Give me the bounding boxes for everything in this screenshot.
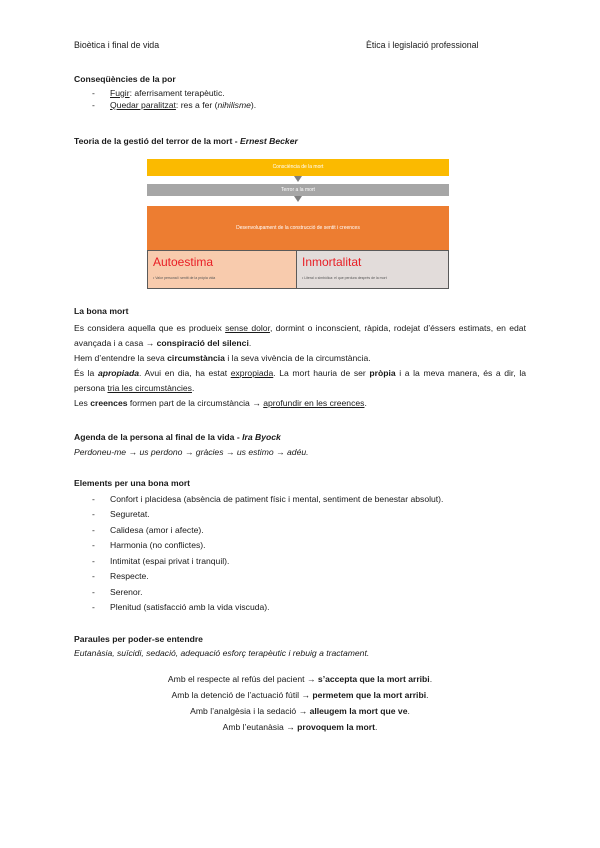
good-death-p1 bbox=[74, 321, 526, 351]
text: . bbox=[407, 706, 410, 716]
list-item: - Plenitud (satisfacció amb la vida viscuda). bbox=[92, 602, 270, 613]
self-esteem-title: Autoestima bbox=[153, 255, 214, 269]
text: Amb l’eutanàsia → bbox=[222, 722, 298, 732]
down-arrow-icon bbox=[294, 176, 302, 182]
diagram-immortality-box bbox=[297, 250, 449, 289]
becker-title: Teoria de la gestió del terror de la mort - bbox=[74, 136, 241, 146]
text: Les bbox=[74, 397, 91, 408]
consequences-section bbox=[74, 74, 526, 112]
good-death-section bbox=[74, 306, 526, 411]
agenda-title: Agenda de la persona al final de la vida - bbox=[74, 432, 243, 442]
text: Amb el respecte al refús del pacient → bbox=[167, 674, 318, 684]
down-arrow-icon bbox=[294, 196, 302, 202]
good-death-p3 bbox=[74, 366, 526, 396]
becker-section bbox=[74, 136, 526, 147]
statement-line bbox=[74, 719, 526, 735]
bold-text: provoquem la mort bbox=[297, 722, 375, 732]
text: . bbox=[248, 337, 252, 348]
becker-author: Ernest Becker bbox=[240, 136, 298, 146]
immortality-sub: • Literal o simbòlica: el que perdura després de la mort bbox=[302, 276, 387, 280]
list-item-text: Plenitud (satisfacció amb la vida viscuda). bbox=[110, 602, 270, 613]
agenda-author: Ira Byock bbox=[242, 432, 281, 442]
dash-bullet: - bbox=[92, 99, 95, 110]
text: formen part de la circumstància → bbox=[127, 397, 264, 408]
text: . La mort hauria de ser bbox=[273, 367, 370, 378]
text: És la bbox=[74, 367, 98, 378]
text: i a la meva manera, és a dir, la persona bbox=[74, 367, 527, 393]
text: . Avui en dia, ha estat bbox=[139, 367, 231, 378]
underlined-text: aprofundir en les creences bbox=[263, 397, 365, 408]
diagram-meaning-bar: Desenvolupament de la construcció de sentit i creences bbox=[147, 206, 449, 250]
good-death-p2 bbox=[74, 351, 526, 366]
list-item: - Serenor. bbox=[92, 586, 143, 597]
text: Hem d’entendre la seva bbox=[74, 352, 168, 363]
text: Es considera aquella que es produeix bbox=[74, 322, 226, 333]
agenda-line: Perdoneu-me → us perdono → gràcies → us estimo → adéu. bbox=[74, 446, 309, 457]
statement-line bbox=[74, 671, 526, 687]
term-paralitzat: Quedar paralitzat bbox=[110, 99, 176, 110]
list-item bbox=[74, 88, 526, 100]
underlined-text: tria les circumstàncies bbox=[107, 382, 192, 393]
text: . bbox=[374, 722, 378, 732]
list-item-text: Respecte. bbox=[110, 571, 149, 582]
words-title: Paraules per poder-se entendre bbox=[74, 634, 203, 644]
bold-text: s’accepta que la mort arribi bbox=[317, 674, 430, 684]
list-item-text: Seguretat. bbox=[110, 509, 150, 520]
text: . bbox=[364, 397, 367, 408]
statement-line bbox=[74, 703, 526, 719]
term-rest-end: ). bbox=[250, 99, 257, 110]
diagram-consciousness-bar: Consciència de la mort bbox=[147, 159, 449, 176]
diagram-self-esteem-box bbox=[147, 250, 297, 289]
statement-line bbox=[74, 687, 526, 703]
text: Amb la detenció de l’actuació fútil → bbox=[171, 690, 313, 700]
list-item-text: Harmonia (no conflictes). bbox=[110, 540, 206, 551]
centered-statements bbox=[74, 671, 526, 735]
bold-text: conspiració del silenci bbox=[156, 337, 249, 348]
term-rest: : aferrisament terapèutic. bbox=[129, 87, 225, 98]
list-item-text: Serenor. bbox=[110, 586, 143, 597]
elements-section bbox=[74, 478, 526, 618]
list-item: - Intimitat (espai privat i tranquil). bbox=[92, 555, 230, 566]
self-esteem-sub: • Valor personal i sentit de la pròpia vida bbox=[153, 276, 216, 280]
text: , dormint o inconscient, ràpida, rodejat d’éssers estimats, en edat avançada i a casa → bbox=[74, 322, 526, 348]
bold-text: circumstància bbox=[167, 352, 225, 363]
elements-title: Elements per una bona mort bbox=[74, 478, 191, 488]
bold-text: permetem que la mort arribi bbox=[312, 690, 427, 700]
list-item bbox=[74, 100, 526, 112]
list-item: - Seguretat. bbox=[92, 509, 150, 520]
bold-text: alleugem la mort que ve bbox=[309, 706, 408, 716]
text: i la seva vivència de la circumstància. bbox=[224, 352, 371, 363]
underlined-text: sense dolor bbox=[225, 322, 270, 333]
list-item: - Respecte. bbox=[92, 571, 149, 582]
text: . bbox=[426, 690, 429, 700]
list-item-text: Confort i placidesa (absència de patiment físic i mental, sentiment de benestar absolut). bbox=[110, 493, 444, 504]
bold-text: pròpia bbox=[369, 367, 396, 378]
term-rest: : res a fer ( bbox=[175, 99, 218, 110]
header-left: Bioètica i final de vida bbox=[74, 40, 160, 50]
dash-bullet: - bbox=[92, 87, 95, 98]
words-section bbox=[74, 634, 526, 658]
bold-italic-text: apropiada bbox=[97, 367, 140, 378]
list-item: - Calidesa (amor i afecte). bbox=[92, 524, 204, 535]
text: Amb l’analgèsia i la sedació → bbox=[190, 706, 310, 716]
words-line: Eutanàsia, suïcidi, sedació, adequació esforç terapèutic i rebuig a tractament. bbox=[74, 647, 370, 658]
list-item-text: Intimitat (espai privat i tranquil). bbox=[110, 555, 230, 566]
underlined-text: expropiada bbox=[230, 367, 274, 378]
consequences-title: Conseqüències de la por bbox=[74, 74, 176, 84]
terror-management-diagram bbox=[147, 159, 449, 289]
text: . bbox=[429, 674, 433, 684]
agenda-section bbox=[74, 432, 526, 457]
diagram-terror-bar: Terror a la mort bbox=[147, 184, 449, 196]
good-death-title: La bona mort bbox=[74, 306, 129, 316]
list-item: - Harmonia (no conflictes). bbox=[92, 540, 206, 551]
text: . bbox=[191, 382, 195, 393]
list-item: - Confort i placidesa (absència de patiment físic i mental, sentiment de benestar absolut). bbox=[92, 493, 444, 504]
list-item-text: Calidesa (amor i afecte). bbox=[110, 524, 204, 535]
bold-text: creences bbox=[90, 397, 128, 408]
term-fugir: Fugir bbox=[110, 87, 130, 98]
header-right: Ètica i legislació professional bbox=[366, 40, 479, 50]
good-death-p4 bbox=[74, 396, 526, 411]
term-italic: nihilisme bbox=[217, 99, 251, 110]
immortality-title: Inmortalitat bbox=[302, 255, 362, 269]
